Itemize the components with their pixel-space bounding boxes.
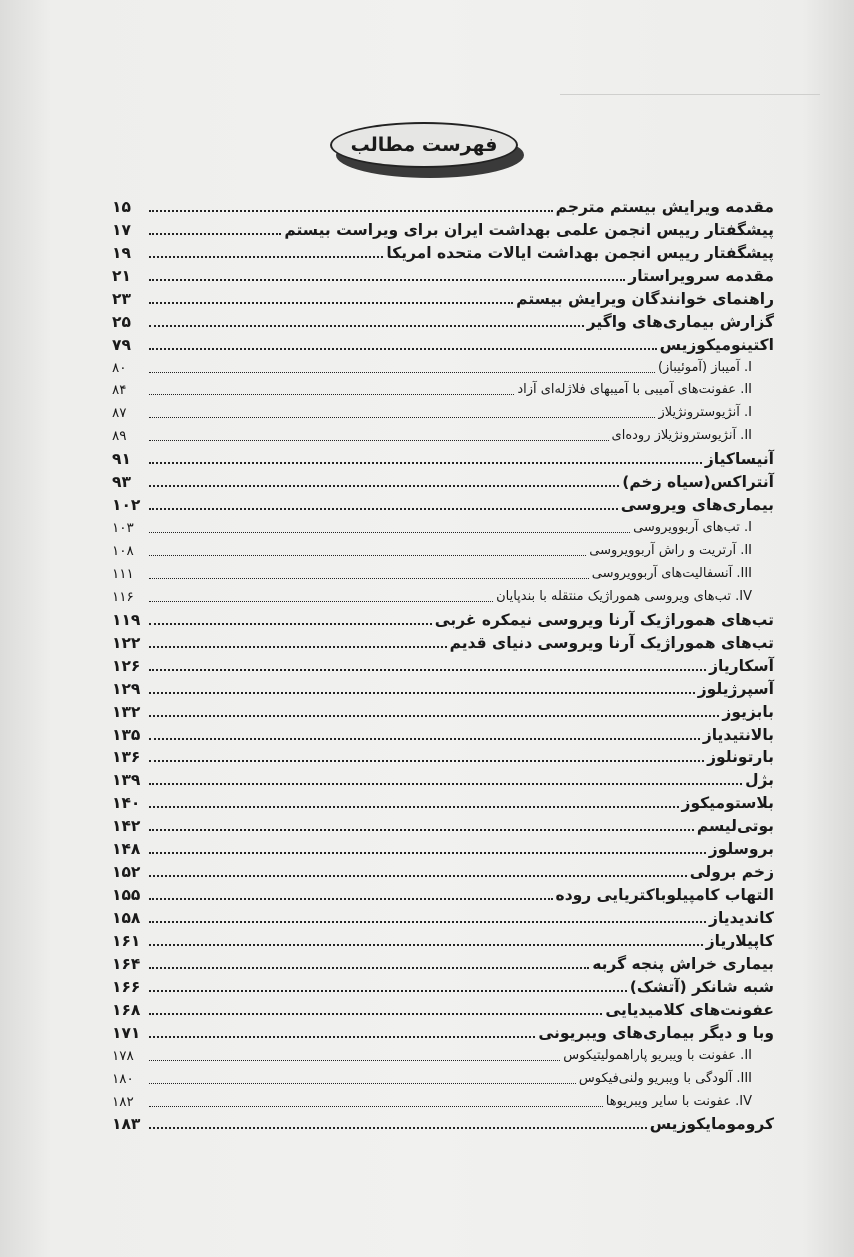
toc-entry <box>112 422 774 445</box>
toc-entry-title: اکتینومیکوزیس <box>659 335 774 354</box>
toc-entry-page-number: ۱۰۲ <box>112 496 141 515</box>
toc-entry-page-number: ۱۱۱ <box>112 565 134 582</box>
toc-entry <box>112 1042 774 1065</box>
toc-entry-title: I. آنژیوسترونژیلاز <box>658 405 752 421</box>
toc-entry-page-number: ۱۲۹ <box>112 679 141 698</box>
toc-entry-page-number: ۷۹ <box>112 335 131 354</box>
dot-leader <box>149 852 706 854</box>
toc-entry-title: بلاستومیکوز <box>681 794 774 813</box>
toc-entry <box>112 468 774 491</box>
toc-entry-title: II. آنژیوسترونژیلاز روده‌ای <box>611 428 752 444</box>
toc-entry <box>112 354 774 377</box>
toc-entry-title: بروسلوز <box>708 840 774 859</box>
toc-entry-title: تب‌های هموراژیک آرنا ویروسی دنیای قدیم <box>449 633 774 652</box>
toc-entry-page-number: ۹۱ <box>112 450 131 469</box>
dot-leader <box>149 417 655 418</box>
toc-entry <box>112 514 774 537</box>
toc-entry-title: بارتونلوز <box>707 748 774 767</box>
toc-entry-page-number: ۸۰ <box>112 359 127 376</box>
toc-entry-title: مقدمه سرویراستار <box>628 266 774 285</box>
toc-entry <box>112 652 774 675</box>
toc-entry <box>112 629 774 652</box>
dot-leader <box>149 646 447 648</box>
toc-entry-title: پیشگفتار رییس انجمن علمی بهداشت ایران برای ویراست بیستم <box>284 220 774 239</box>
toc-entry <box>112 789 774 812</box>
toc-entry-page-number: ۱۴۰ <box>112 794 141 813</box>
toc-entry <box>112 193 774 216</box>
toc-entry <box>112 560 774 583</box>
dot-leader <box>149 302 513 304</box>
toc-entry <box>112 239 774 262</box>
toc-entry <box>112 285 774 308</box>
toc-entry-title: زخم برولی <box>689 863 774 882</box>
toc-entry <box>112 721 774 744</box>
toc-entry-page-number: ۱۱۶ <box>112 588 134 605</box>
toc-entry-title: پیشگفتار رییس انجمن بهداشت ایالات متحده امریکا <box>386 243 774 262</box>
dot-leader <box>149 348 657 350</box>
dot-leader <box>149 1060 560 1061</box>
toc-entry-title: وبا و دیگر بیماری‌های ویبریونی <box>538 1023 774 1042</box>
dot-leader <box>149 967 589 969</box>
dot-leader <box>149 921 706 923</box>
toc-entry <box>112 927 774 950</box>
toc-entry-page-number: ۲۱ <box>112 266 131 285</box>
toc-entry-title: II. آرتریت و راش آربوویروسی <box>589 543 752 558</box>
dot-leader <box>149 394 514 395</box>
toc-entry-page-number: ۱۶۶ <box>112 977 141 996</box>
toc-entry <box>112 331 774 354</box>
toc-entry-page-number: ۱۳۶ <box>112 748 141 767</box>
toc-entry-page-number: ۱۱۹ <box>112 610 141 629</box>
toc-entry-title: بوتی‌لیسم <box>696 817 774 836</box>
dot-leader <box>149 875 687 877</box>
dot-leader <box>149 669 706 671</box>
toc-entry-page-number: ۱۲۲ <box>112 633 141 652</box>
toc-entry-title: I. تب‌های آربوویروسی <box>633 520 752 536</box>
toc-entry-title: التهاب کامپیلوباکتریایی روده <box>555 886 774 905</box>
toc-entry-title: کروموما‌یکوزیس <box>649 1115 774 1134</box>
toc-entry-page-number: ۱۲۶ <box>112 656 141 675</box>
toc-entry-title: بژل <box>745 771 774 790</box>
dot-leader <box>149 1013 602 1015</box>
toc-entry-title: آسکاریاز <box>709 656 774 675</box>
toc-entry-title: راهنمای خوانندگان ویرایش بیستم <box>516 289 774 308</box>
toc-entry <box>112 744 774 767</box>
dot-leader <box>149 990 627 992</box>
dot-leader <box>149 1127 647 1129</box>
toc-entry <box>112 904 774 927</box>
toc-entry-page-number: ۱۰۳ <box>112 520 134 537</box>
dot-leader <box>149 462 702 464</box>
toc-entry <box>112 1111 774 1134</box>
toc-entry-title: آسپرژیلوز <box>697 679 774 698</box>
toc-entry-title: بابزیوز <box>722 702 774 721</box>
dot-leader <box>149 898 553 900</box>
dot-leader <box>149 760 704 762</box>
dot-leader <box>149 806 679 808</box>
toc-entry-page-number: ۸۹ <box>112 428 127 445</box>
toc-entry-title: III. آلودگی با ویبریو ولنی‌فیکوس <box>578 1070 752 1086</box>
toc-entry <box>112 973 774 996</box>
dot-leader <box>149 440 609 441</box>
dot-leader <box>149 532 630 533</box>
dot-leader <box>149 279 625 281</box>
toc-entry <box>112 399 774 422</box>
dot-leader <box>149 1036 535 1038</box>
dot-leader <box>149 578 589 579</box>
toc-entry <box>112 1065 774 1088</box>
toc-entry-page-number: ۱۵۲ <box>112 863 141 882</box>
toc-entry <box>112 491 774 514</box>
toc-entry-page-number: ۱۸۰ <box>112 1070 134 1087</box>
toc-entry-page-number: ۸۴ <box>112 382 127 399</box>
toc-entry-page-number: ۱۶۱ <box>112 931 141 950</box>
toc-entry-page-number: ۱۴۸ <box>112 840 141 859</box>
toc-entry-title: II. عفونت‌های آمیبی با آمیبهای فلاژله‌ای آزاد <box>517 382 752 398</box>
toc-entry-title: I. آمیباز (آموئیباز) <box>657 359 752 375</box>
toc-entry-title: شبه شانکر (آتشک) <box>629 977 774 996</box>
dot-leader <box>149 1106 603 1107</box>
toc-entry-title: تب‌های هموراژیک آرنا ویروسی نیمکره غربی <box>434 610 774 629</box>
toc-entry-page-number: ۱۸۲ <box>112 1093 134 1110</box>
dot-leader <box>149 485 619 487</box>
toc-entry-title: آنیساکیاز <box>704 450 774 469</box>
toc-entry <box>112 858 774 881</box>
toc-entry <box>112 377 774 400</box>
toc-entry-page-number: ۱۵ <box>112 197 131 216</box>
toc-entry <box>112 445 774 468</box>
toc-entry <box>112 675 774 698</box>
toc-entry <box>112 606 774 629</box>
toc-entry-page-number: ۱۳۹ <box>112 771 141 790</box>
toc-entry-title: II. عفونت با ویبریو پاراهمولیتیکوس <box>563 1047 752 1063</box>
toc-entry-page-number: ۱۵۵ <box>112 886 141 905</box>
toc-entry-title: بالانتیدیاز <box>702 725 774 744</box>
toc-entry-title: بیماری‌های ویروسی <box>620 496 774 515</box>
toc-entry <box>112 1088 774 1111</box>
dot-leader <box>149 210 553 212</box>
dot-leader <box>149 944 703 946</box>
toc-entry-page-number: ۱۹ <box>112 243 131 262</box>
dot-leader <box>149 692 695 694</box>
toc-entry <box>112 881 774 904</box>
dot-leader <box>149 829 694 831</box>
toc-entry-title: کاندیدیاز <box>709 909 774 927</box>
toc-entry <box>112 216 774 239</box>
dot-leader <box>149 1083 576 1084</box>
dot-leader <box>149 783 742 785</box>
toc-entry <box>112 812 774 835</box>
dot-leader <box>149 601 493 602</box>
toc-entry <box>112 996 774 1019</box>
dot-leader <box>149 555 586 556</box>
toc-entry <box>112 308 774 331</box>
toc-entry-page-number: ۱۷۸ <box>112 1047 134 1064</box>
toc-entry-page-number: ۲۳ <box>112 289 131 308</box>
toc-entry-title: بیماری خراش پنجه گربه <box>592 954 774 973</box>
toc-entry-page-number: ۸۷ <box>112 405 127 422</box>
toc-title-badge <box>330 122 530 180</box>
toc-entry-page-number: ۱۰۸ <box>112 543 134 559</box>
toc-entry <box>112 1019 774 1042</box>
toc-entry <box>112 537 774 560</box>
dot-leader <box>149 372 655 373</box>
toc-entry-page-number: ۹۳ <box>112 473 131 492</box>
toc-entry-page-number: ۱۳۲ <box>112 702 141 721</box>
show-through-line <box>560 86 820 95</box>
dot-leader <box>149 325 584 327</box>
toc-entry <box>112 950 774 973</box>
toc-entry-title: آنتراکس(سیاه زخم) <box>622 473 774 492</box>
toc-entry <box>112 698 774 721</box>
toc-entry-title: IV. تب‌های ویروسی هموراژیک منتقله با بندپایان <box>496 588 752 604</box>
toc-entry-page-number: ۱۳۵ <box>112 725 141 744</box>
page-title: فهرست مطالب <box>330 122 518 168</box>
dot-leader <box>149 508 618 510</box>
dot-leader <box>149 623 432 625</box>
toc-entry-page-number: ۱۶۸ <box>112 1000 141 1019</box>
toc-entry <box>112 835 774 858</box>
toc-entry-page-number: ۱۶۴ <box>112 954 141 973</box>
toc-entry-title: III. آنسفالیت‌های آربوویروسی <box>591 565 752 581</box>
toc-entry-page-number: ۱۴۲ <box>112 817 141 836</box>
dot-leader <box>149 715 719 717</box>
toc-entry <box>112 766 774 789</box>
dot-leader <box>149 233 281 235</box>
toc-entry-page-number: ۱۸۳ <box>112 1115 141 1134</box>
toc-entry-page-number: ۱۷۱ <box>112 1023 141 1042</box>
toc-entry <box>112 583 774 606</box>
toc-entry-title: IV. عفونت با سایر ویبریوها <box>605 1093 752 1109</box>
toc-entry-page-number: ۲۵ <box>112 312 131 331</box>
toc-entry <box>112 262 774 285</box>
dot-leader <box>149 738 700 740</box>
table-of-contents <box>112 193 774 1133</box>
toc-entry-title: عفونت‌های کلامیدیایی <box>605 1000 774 1019</box>
toc-entry-page-number: ۱۵۸ <box>112 909 141 927</box>
toc-entry-title: مقدمه ویرایش بیستم مترجم <box>555 197 774 216</box>
toc-entry-title: کاپیلاریاز <box>705 931 774 950</box>
toc-entry-page-number: ۱۷ <box>112 220 131 239</box>
dot-leader <box>149 256 383 258</box>
toc-entry-title: گزارش بیماری‌های واگیر <box>586 312 774 331</box>
